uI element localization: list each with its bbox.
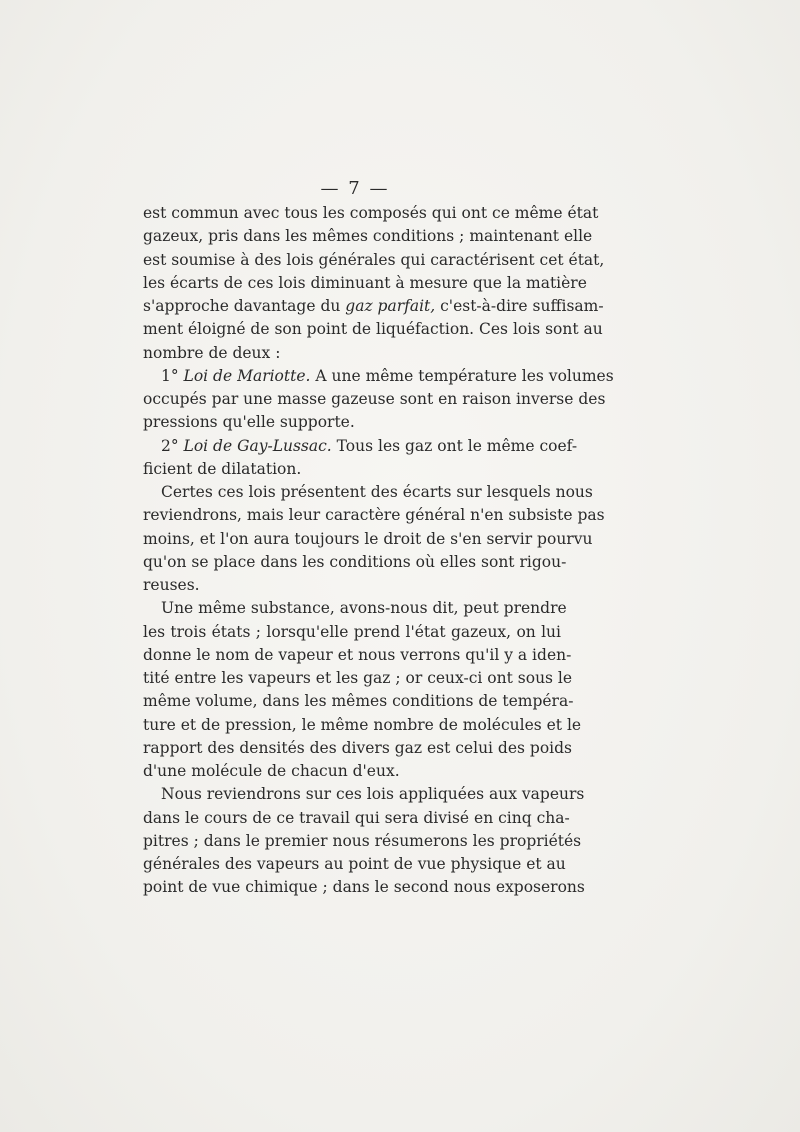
text-line: nombre de deux : — [143, 343, 281, 362]
text-line: ficient de dilatation. — [143, 459, 302, 478]
text-line: Certes ces lois présentent des écarts sur lesquels nous — [161, 483, 593, 501]
text-line: reviendrons, mais leur caractère général n'en subsiste pas — [143, 506, 605, 525]
text-line: est commun avec tous les composés qui ont ce même état — [143, 204, 599, 222]
text-line: pressions qu'elle supporte. — [143, 413, 355, 432]
text-line: ment éloigné de son point de liquéfaction. Ces lois sont au — [143, 320, 603, 339]
text-line: point de vue chimique ; dans le second nous exposerons — [143, 878, 585, 897]
text-line: tité entre les vapeurs et les gaz ; or ceux-ci ont sous le — [143, 669, 573, 687]
text-line: les écarts de ces lois diminuant à mesure que la matière — [143, 273, 587, 292]
law-number: 1° — [161, 366, 184, 385]
italic-term: gaz parfait, — [345, 297, 436, 315]
text-span: s'approche davantage du — [143, 297, 346, 315]
text-line: qu'on se place dans les conditions où elles sont rigou- — [143, 552, 567, 571]
text-line: donne le nom de vapeur et nous verrons qu'il y a iden- — [143, 645, 572, 664]
law-number: 2° — [161, 436, 184, 455]
text-span: c'est-à-dire suffisam- — [435, 297, 604, 315]
law-heading-line — [143, 365, 614, 388]
text-line: rapport des densités des divers gaz est celui des poids — [143, 738, 572, 757]
text-line: est soumise à des lois générales qui caractérisent cet état, — [143, 250, 605, 269]
page-number: — 7 — — [320, 178, 390, 199]
text-line: gazeux, pris dans les mêmes conditions ; maintenant elle — [143, 227, 593, 246]
text-line: générales des vapeurs au point de vue physique et au — [143, 855, 566, 873]
text-line: Une même substance, avons-nous dit, peut prendre — [161, 599, 567, 618]
text-span: Tous les gaz ont le même coef- — [331, 436, 578, 455]
text-line: moins, et l'on aura toujours le droit de s'en servir pourvu — [143, 529, 593, 548]
text-line: Nous reviendrons sur ces lois appliquées aux vapeurs — [161, 785, 585, 804]
body-text — [143, 202, 614, 900]
text-line: même volume, dans les mêmes conditions de tempéra- — [143, 692, 574, 711]
law-title: Loi de Mariotte. — [183, 366, 311, 385]
text-line: dans le cours de ce travail qui sera divisé en cinq cha- — [143, 808, 570, 827]
text-line: pitres ; dans le premier nous résumerons les propriétés — [143, 831, 582, 850]
text-line — [143, 295, 604, 318]
text-span: A une même température les volumes — [310, 366, 614, 385]
text-line: ture et de pression, le même nombre de molécules et le — [143, 715, 582, 734]
text-line: occupés par une masse gazeuse sont en raison inverse des — [143, 390, 606, 408]
text-line: reuses. — [143, 576, 200, 594]
text-line: les trois états ; lorsqu'elle prend l'état gazeux, on lui — [143, 622, 561, 641]
text-line: d'une molécule de chacun d'eux. — [143, 762, 400, 780]
law-title: Loi de Gay-Lussac. — [183, 436, 332, 455]
law-heading-line — [143, 435, 578, 458]
